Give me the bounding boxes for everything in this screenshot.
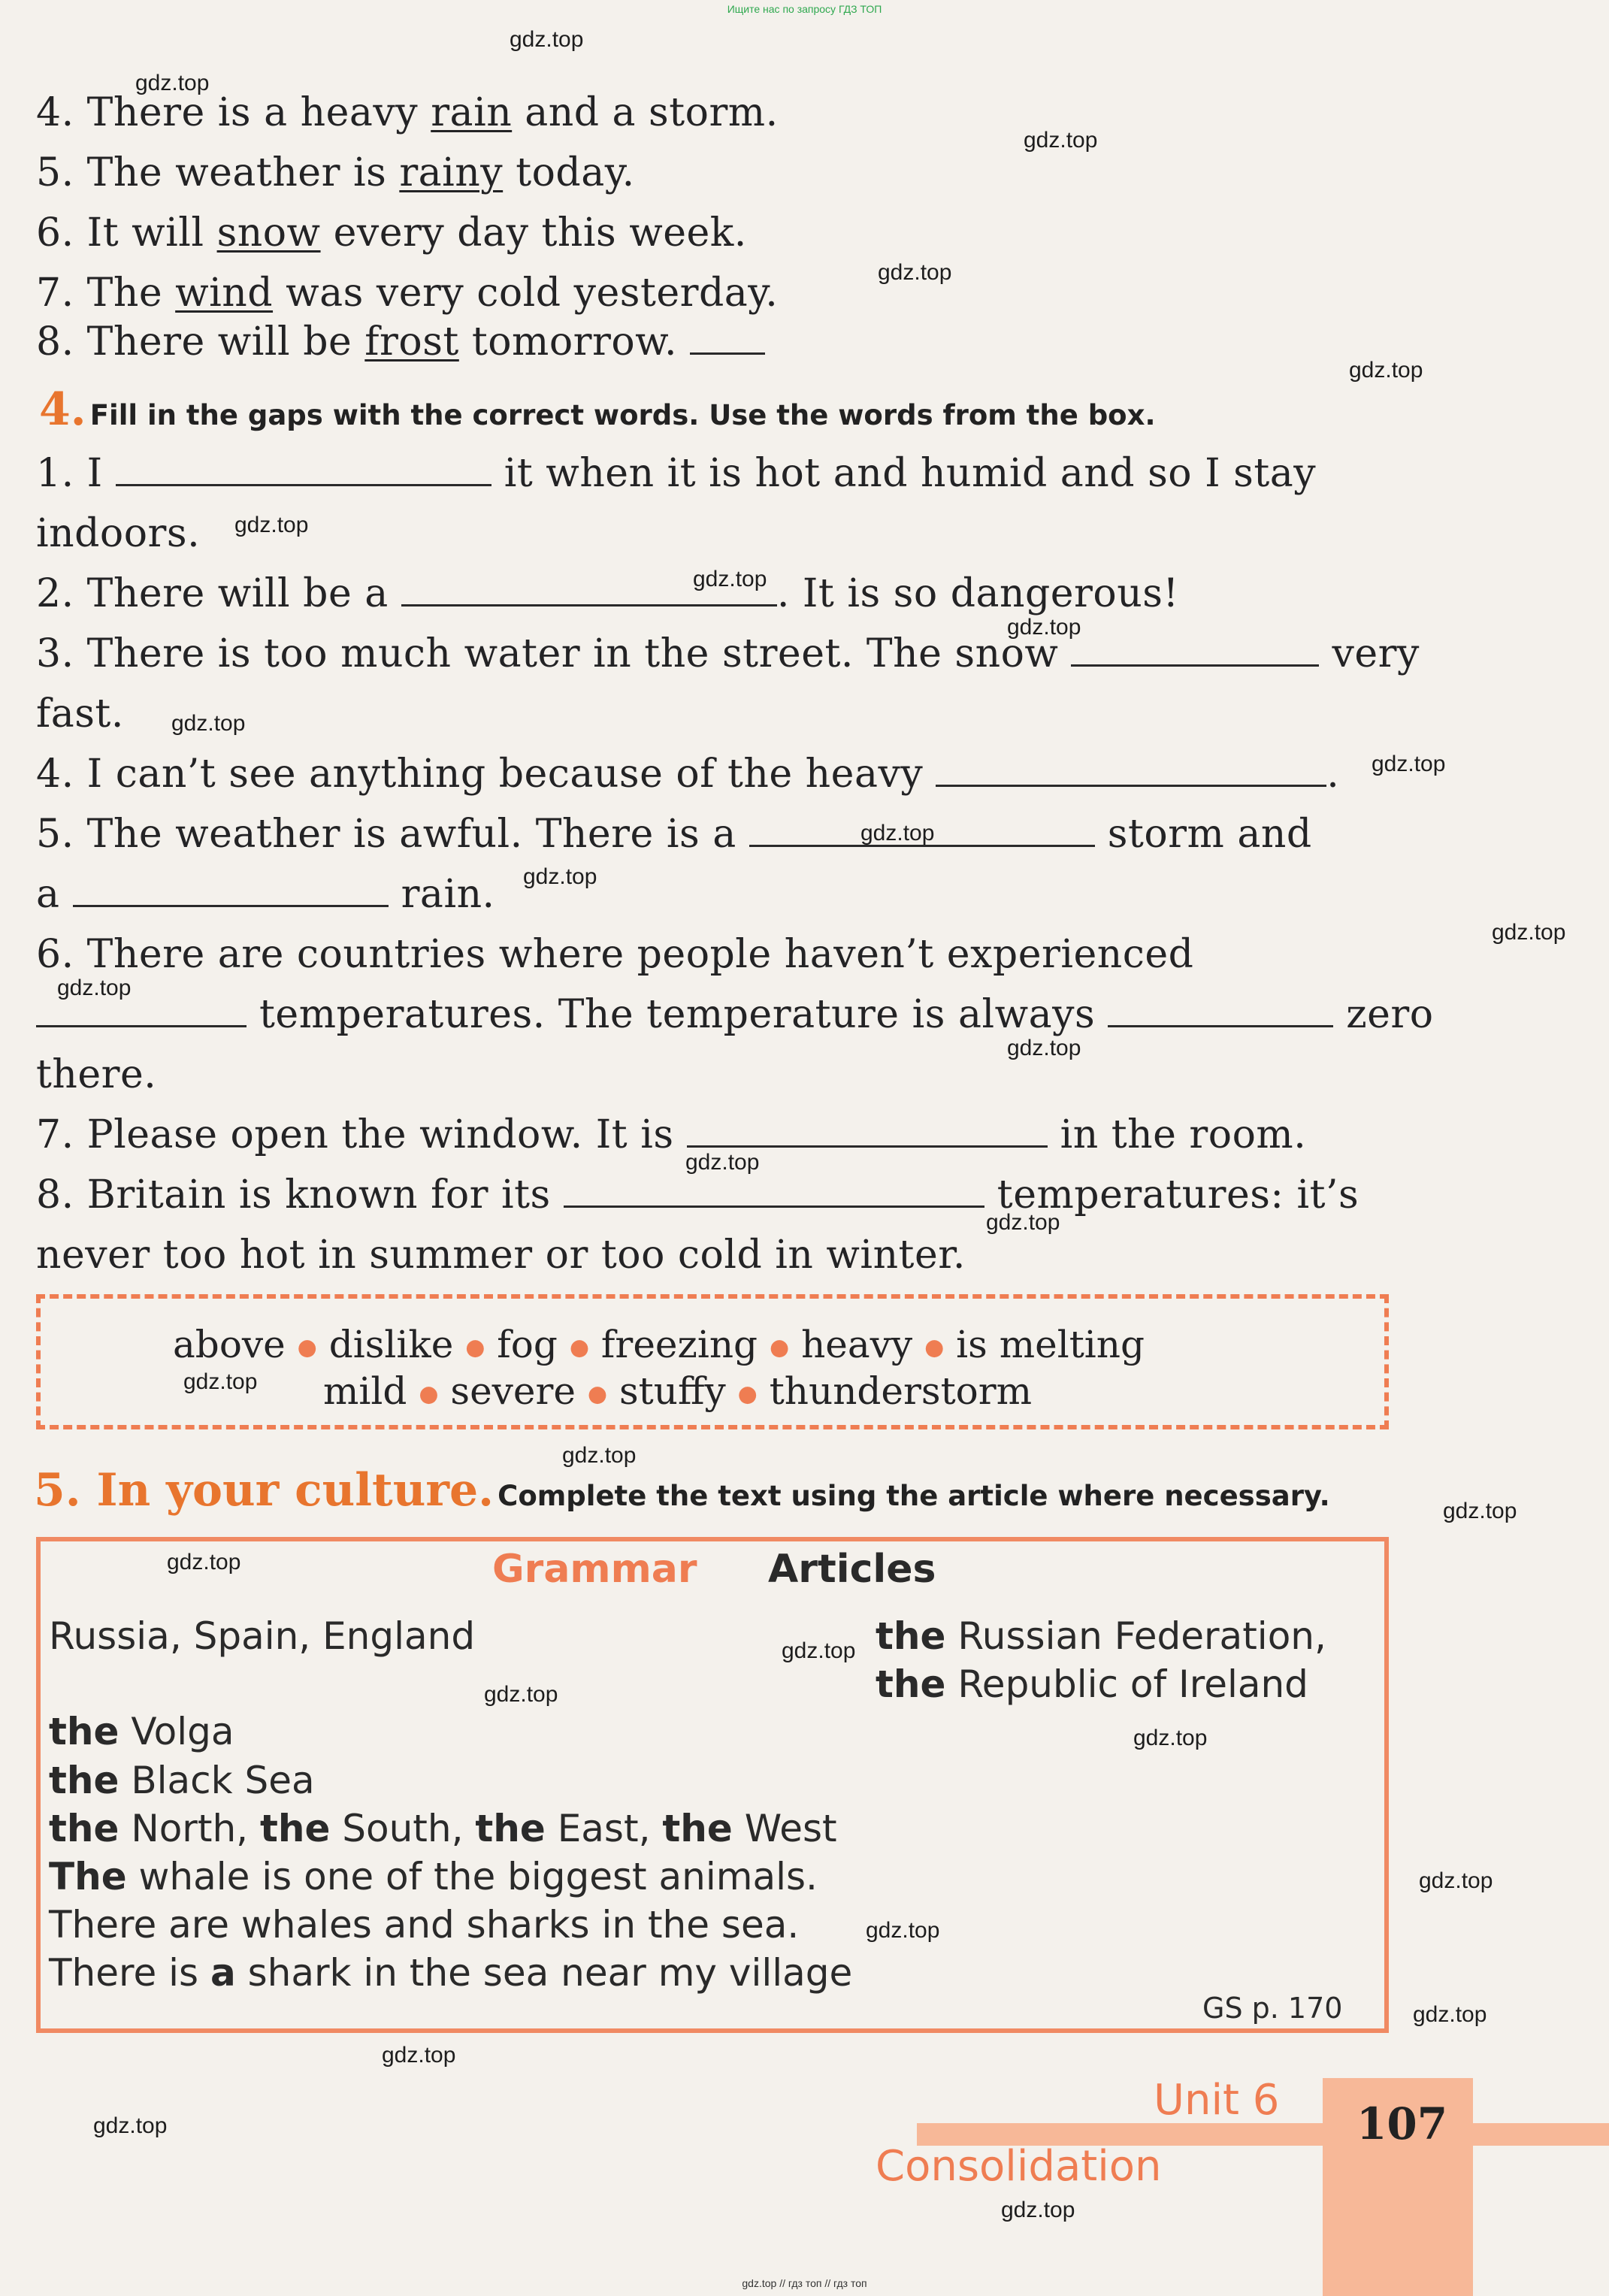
watermark: gdz.top xyxy=(866,1918,940,1943)
top-link[interactable]: Ищите нас по запросу ГДЗ ТОП xyxy=(727,3,882,15)
watermark: gdz.top xyxy=(1372,752,1446,776)
ex3-line-7: 7. The wind was very cold yesterday. xyxy=(36,271,779,316)
ex4-line-4: 4. I can’t see anything because of the heavy . xyxy=(36,752,1340,797)
ex4-line-7: 7. Please open the window. It is in the room. xyxy=(36,1112,1307,1157)
watermark: gdz.top xyxy=(1419,1868,1493,1893)
watermark: gdz.top xyxy=(382,2043,456,2068)
ex4-line-3-cont: fast. xyxy=(36,691,124,737)
word-thunderstorm: thunderstorm xyxy=(769,1369,1033,1413)
ex4-line-8-cont: never too hot in summer or too cold in winter. xyxy=(36,1233,966,1278)
watermark: gdz.top xyxy=(1007,1036,1081,1060)
watermark: gdz.top xyxy=(1492,920,1566,945)
word-fog: fog xyxy=(497,1323,558,1366)
ex3-line-5: 5. The weather is rainy today. xyxy=(36,150,635,195)
watermark: gdz.top xyxy=(1413,2002,1487,2027)
grammar-topic: Articles xyxy=(768,1547,936,1592)
word-severe: severe xyxy=(450,1369,576,1413)
gap-3[interactable] xyxy=(1071,634,1319,667)
watermark: gdz.top xyxy=(510,27,584,52)
ex3-line-8: 8. There will be frost tomorrow. xyxy=(36,319,765,365)
ex4-line-1-cont: indoors. xyxy=(36,511,201,556)
grammar-whale: The whale is one of the biggest animals. xyxy=(49,1855,818,1898)
ex4-line-6-cont: temperatures. The temperature is always zero xyxy=(36,992,1434,1037)
watermark: gdz.top xyxy=(1443,1499,1517,1523)
ex4-line-6-end: there. xyxy=(36,1052,157,1097)
grammar-volga: the Volga xyxy=(49,1710,234,1753)
word-box-row-2: mild ● severe ● stuffy ● thunderstorm xyxy=(323,1369,1033,1413)
ex4-line-8: 8. Britain is known for its temperatures: it’s xyxy=(36,1172,1359,1218)
ex4-line-2: 2. There will be a . It is so dangerous! xyxy=(36,571,1179,616)
watermark: gdz.top xyxy=(782,1638,856,1663)
ex5-instruction: Complete the text using the article where necessary. xyxy=(498,1480,1330,1512)
word-stuffy: stuffy xyxy=(618,1369,726,1413)
ex4-line-3: 3. There is too much water in the street. The snow very xyxy=(36,631,1420,676)
watermark: gdz.top xyxy=(986,1210,1060,1235)
ex3-line-4: 4. There is a heavy rain and a storm. xyxy=(36,90,779,135)
grammar-reference: GS p. 170 xyxy=(1202,1992,1343,2025)
ex4-heading xyxy=(39,383,1156,436)
word-heavy: heavy xyxy=(801,1323,913,1366)
watermark: gdz.top xyxy=(57,976,132,1000)
watermark: gdz.top xyxy=(135,71,210,95)
watermark: gdz.top xyxy=(1133,1726,1208,1750)
word-is-melting: is melting xyxy=(956,1323,1145,1366)
ex4-instruction: Fill in the gaps with the correct words. Use the words from the box. xyxy=(89,399,1156,431)
gap-1[interactable] xyxy=(116,454,491,486)
watermark: gdz.top xyxy=(183,1369,258,1394)
bottom-link[interactable]: gdz.top // гдз топ // гдз топ xyxy=(742,2277,867,2289)
grammar-black-sea: the Black Sea xyxy=(49,1759,315,1802)
grammar-directions: the North, the South, the East, the West xyxy=(49,1807,837,1850)
watermark: gdz.top xyxy=(1349,358,1423,383)
word-dislike: dislike xyxy=(328,1323,454,1366)
ex4-line-5-cont: a rain. xyxy=(36,872,495,917)
watermark: gdz.top xyxy=(171,711,246,736)
word-mild: mild xyxy=(323,1369,407,1413)
ex4-line-5: 5. The weather is awful. There is a storm and xyxy=(36,812,1312,857)
gap-10[interactable] xyxy=(564,1175,984,1208)
word-above: above xyxy=(173,1323,286,1366)
watermark: gdz.top xyxy=(167,1550,241,1575)
ex4-line-6: 6. There are countries where people haven’t experienced xyxy=(36,932,1194,977)
watermark: gdz.top xyxy=(1007,615,1081,640)
watermark: gdz.top xyxy=(523,864,597,889)
word-freezing: freezing xyxy=(600,1323,758,1366)
gap-9[interactable] xyxy=(687,1115,1048,1148)
page-number: 107 xyxy=(1356,2098,1448,2149)
grammar-countries: Russia, Spain, England xyxy=(49,1614,476,1658)
gap-6[interactable] xyxy=(73,875,389,907)
watermark: gdz.top xyxy=(484,1682,558,1707)
ex5-heading xyxy=(34,1464,1330,1517)
watermark: gdz.top xyxy=(693,567,767,591)
watermark: gdz.top xyxy=(1024,128,1098,153)
watermark: gdz.top xyxy=(878,260,952,285)
ex3-line-6: 6. It will snow every day this week. xyxy=(36,210,747,256)
watermark: gdz.top xyxy=(562,1443,637,1468)
ex5-title: 5. In your culture. xyxy=(34,1464,494,1517)
grammar-whales-sharks: There are whales and sharks in the sea. xyxy=(49,1903,800,1947)
grammar-republic-ireland: the Republic of Ireland xyxy=(876,1662,1308,1706)
watermark: gdz.top xyxy=(685,1150,760,1175)
section-label: Consolidation xyxy=(876,2142,1162,2191)
watermark: gdz.top xyxy=(93,2113,168,2138)
grammar-russian-federation: the Russian Federation, xyxy=(876,1614,1326,1658)
watermark: gdz.top xyxy=(234,513,309,537)
watermark: gdz.top xyxy=(860,821,935,845)
unit-label: Unit 6 xyxy=(1154,2076,1280,2125)
gap-4[interactable] xyxy=(936,755,1326,787)
ex4-line-1: 1. I it when it is hot and humid and so I stay xyxy=(36,451,1317,496)
grammar-label: Grammar xyxy=(492,1547,697,1592)
ex4-number: 4. xyxy=(39,383,86,436)
watermark: gdz.top xyxy=(1001,2198,1075,2222)
grammar-shark: There is a shark in the sea near my village xyxy=(49,1951,853,1995)
word-box-row-1: above ● dislike ● fog ● freezing ● heavy ● is melting xyxy=(173,1323,1145,1366)
gap-8[interactable] xyxy=(1108,995,1333,1027)
